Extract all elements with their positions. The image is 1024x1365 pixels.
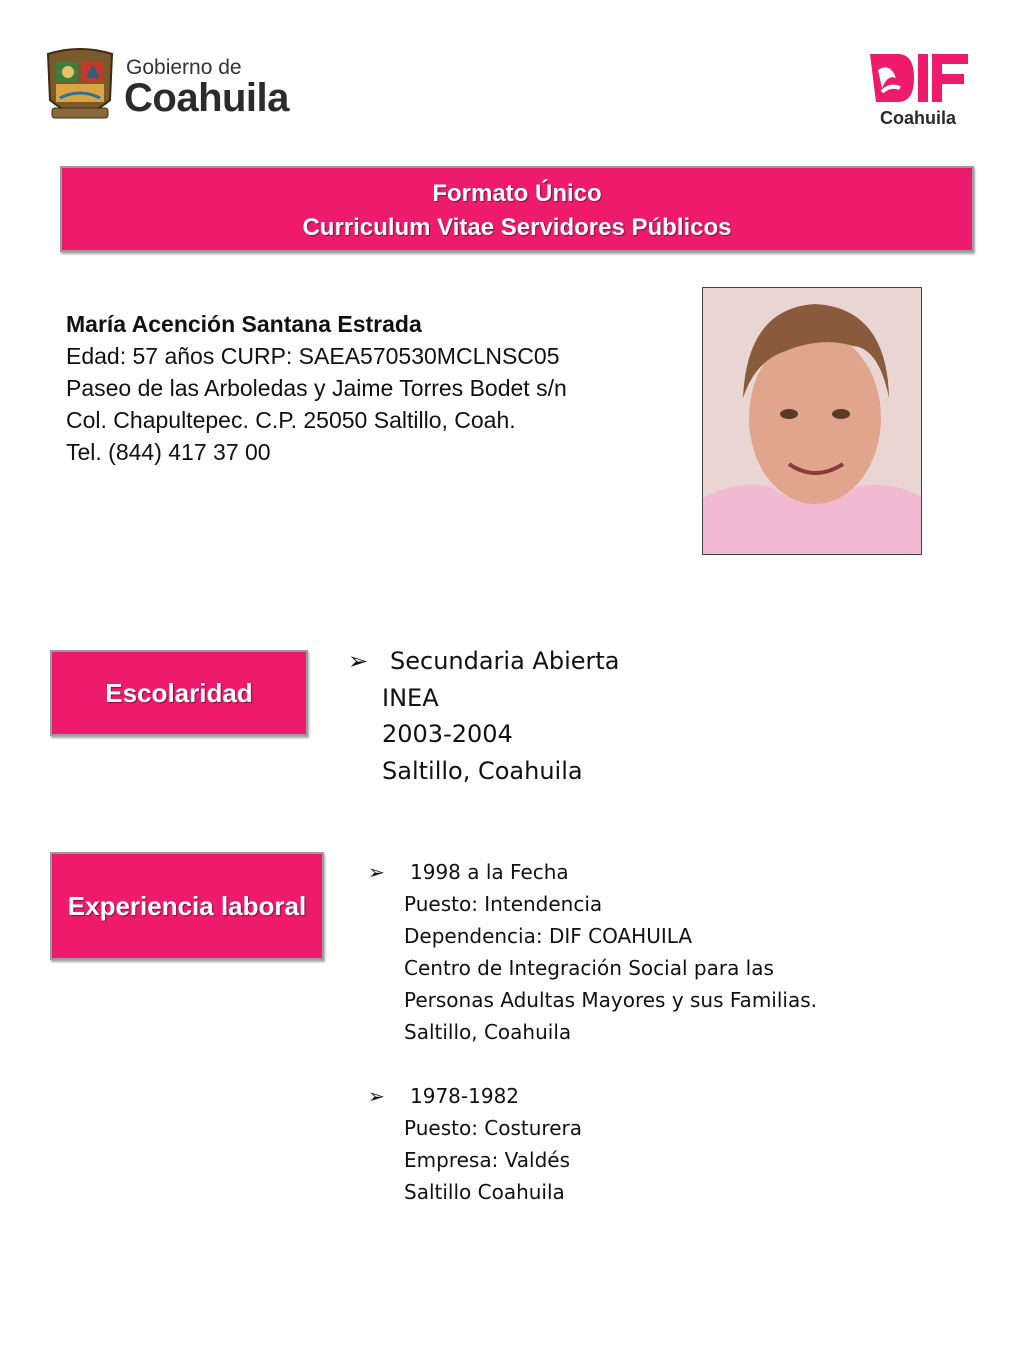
dif-logo-sub-text: Coahuila — [880, 108, 957, 128]
banner-title: Formato Único — [432, 180, 602, 207]
job-line: Empresa: Valdés — [404, 1148, 571, 1172]
banner-subtitle: Curriculum Vitae Servidores Públicos — [302, 214, 732, 241]
escolaridad-line: INEA — [382, 683, 439, 712]
gov-logo-small-text: Gobierno de — [126, 56, 242, 79]
spacer — [368, 1048, 817, 1080]
person-colony: Col. Chapultepec. C.P. 25050 Saltillo, Coah. — [66, 407, 516, 433]
person-name: María Acención Santana Estrada — [66, 311, 422, 337]
job-line: Puesto: Intendencia — [404, 892, 603, 916]
personal-info — [66, 308, 567, 468]
escolaridad-line: 2003-2004 — [382, 720, 513, 748]
arrow-bullet-icon: ➢ — [368, 860, 385, 884]
job-line: 1998 a la Fecha — [410, 860, 569, 884]
job-line: Saltillo, Coahuila — [404, 1020, 572, 1044]
job-line: Dependencia: DIF COAHUILA — [404, 924, 693, 948]
title-banner — [60, 166, 974, 252]
escolaridad-line: Saltillo, Coahuila — [382, 756, 583, 785]
gobierno-coahuila-logo — [44, 48, 304, 124]
job-line: Personas Adultas Mayores y sus Familias. — [404, 988, 817, 1012]
experiencia-content — [368, 856, 817, 1208]
person-phone: Tel. (844) 417 37 00 — [66, 439, 271, 465]
portrait-illustration — [703, 288, 922, 555]
person-age-curp: Edad: 57 años CURP: SAEA570530MCLNSC05 — [66, 343, 560, 369]
escolaridad-content — [348, 643, 620, 789]
job-line: Saltillo Coahuila — [404, 1180, 565, 1204]
portrait-photo — [702, 287, 922, 555]
person-address: Paseo de las Arboledas y Jaime Torres Bodet s/n — [66, 375, 567, 401]
escolaridad-line: Secundaria Abierta — [390, 647, 620, 675]
escolaridad-item — [348, 643, 620, 789]
dif-logo-mark-icon — [868, 48, 972, 108]
arrow-bullet-icon: ➢ — [368, 1084, 385, 1108]
arrow-bullet-icon: ➢ — [348, 647, 369, 675]
gov-logo-big-text: Coahuila — [124, 76, 289, 120]
experiencia-label: Experiencia laboral — [50, 852, 324, 960]
job-item — [368, 856, 817, 1048]
dif-coahuila-logo — [868, 48, 972, 130]
job-line: Puesto: Costurera — [404, 1116, 582, 1140]
escolaridad-label: Escolaridad — [50, 650, 308, 736]
job-line: 1978-1982 — [410, 1084, 520, 1108]
job-line: Centro de Integración Social para las — [404, 956, 774, 980]
job-item — [368, 1080, 817, 1208]
coahuila-seal-icon — [44, 48, 116, 122]
